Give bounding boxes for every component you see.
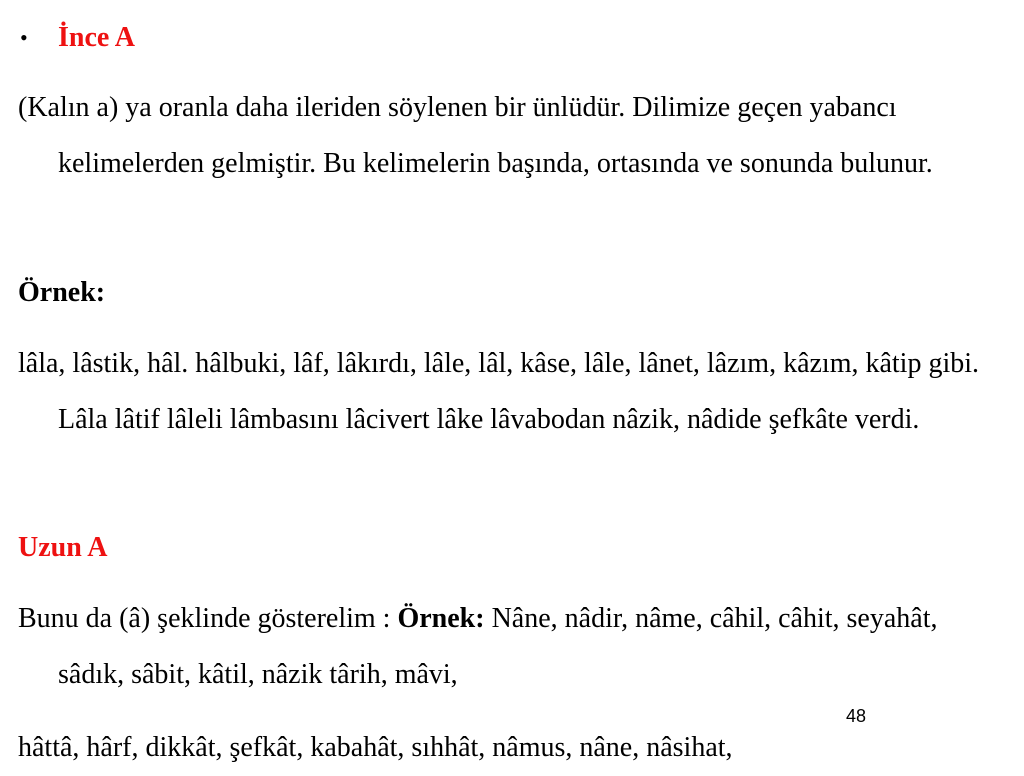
uzun-a-examples-more: hâttâ, hârf, dikkât, şefkât, kabahât, sıhhât, nâmus, nâne, nâsihat,	[18, 732, 733, 763]
uzun-a-heading: Uzun A	[18, 532, 108, 563]
uzun-a-example-label: Örnek:	[397, 603, 485, 634]
uzun-a-paragraph	[18, 591, 1008, 703]
ince-a-heading: İnce A	[58, 22, 135, 53]
ince-a-example-label: Örnek:	[18, 277, 106, 308]
ince-a-description: (Kalın a) ya oranla daha ileriden söylenen bir ünlüdür. Dilimize geçen yabancı kelimelerden gelmiştir. Bu kelimelerin başında, ortasında ve sonunda bulunur.	[18, 92, 933, 179]
bullet-icon: •	[20, 25, 28, 50]
ince-a-examples: lâla, lâstik, hâl. hâlbuki, lâf, lâkırdı, lâle, lâl, kâse, lâle, lânet, lâzım, kâzım, kâtip gibi. Lâla lâtif lâleli lâmbasını lâcivert lâke lâvabodan nâzik, nâdide şefkâte verdi.	[18, 348, 980, 435]
uzun-a-examples-inline: Nâne, nâdir, nâme, câhil, câhit, seyahât, sâdık, sâbit, kâtil, nâzik târih, mâvi,	[58, 603, 938, 690]
page-number: 48	[846, 706, 867, 726]
uzun-a-intro: Bunu da (â) şeklinde gösterelim :	[18, 603, 398, 634]
ince-a-heading-row	[0, 10, 1024, 66]
